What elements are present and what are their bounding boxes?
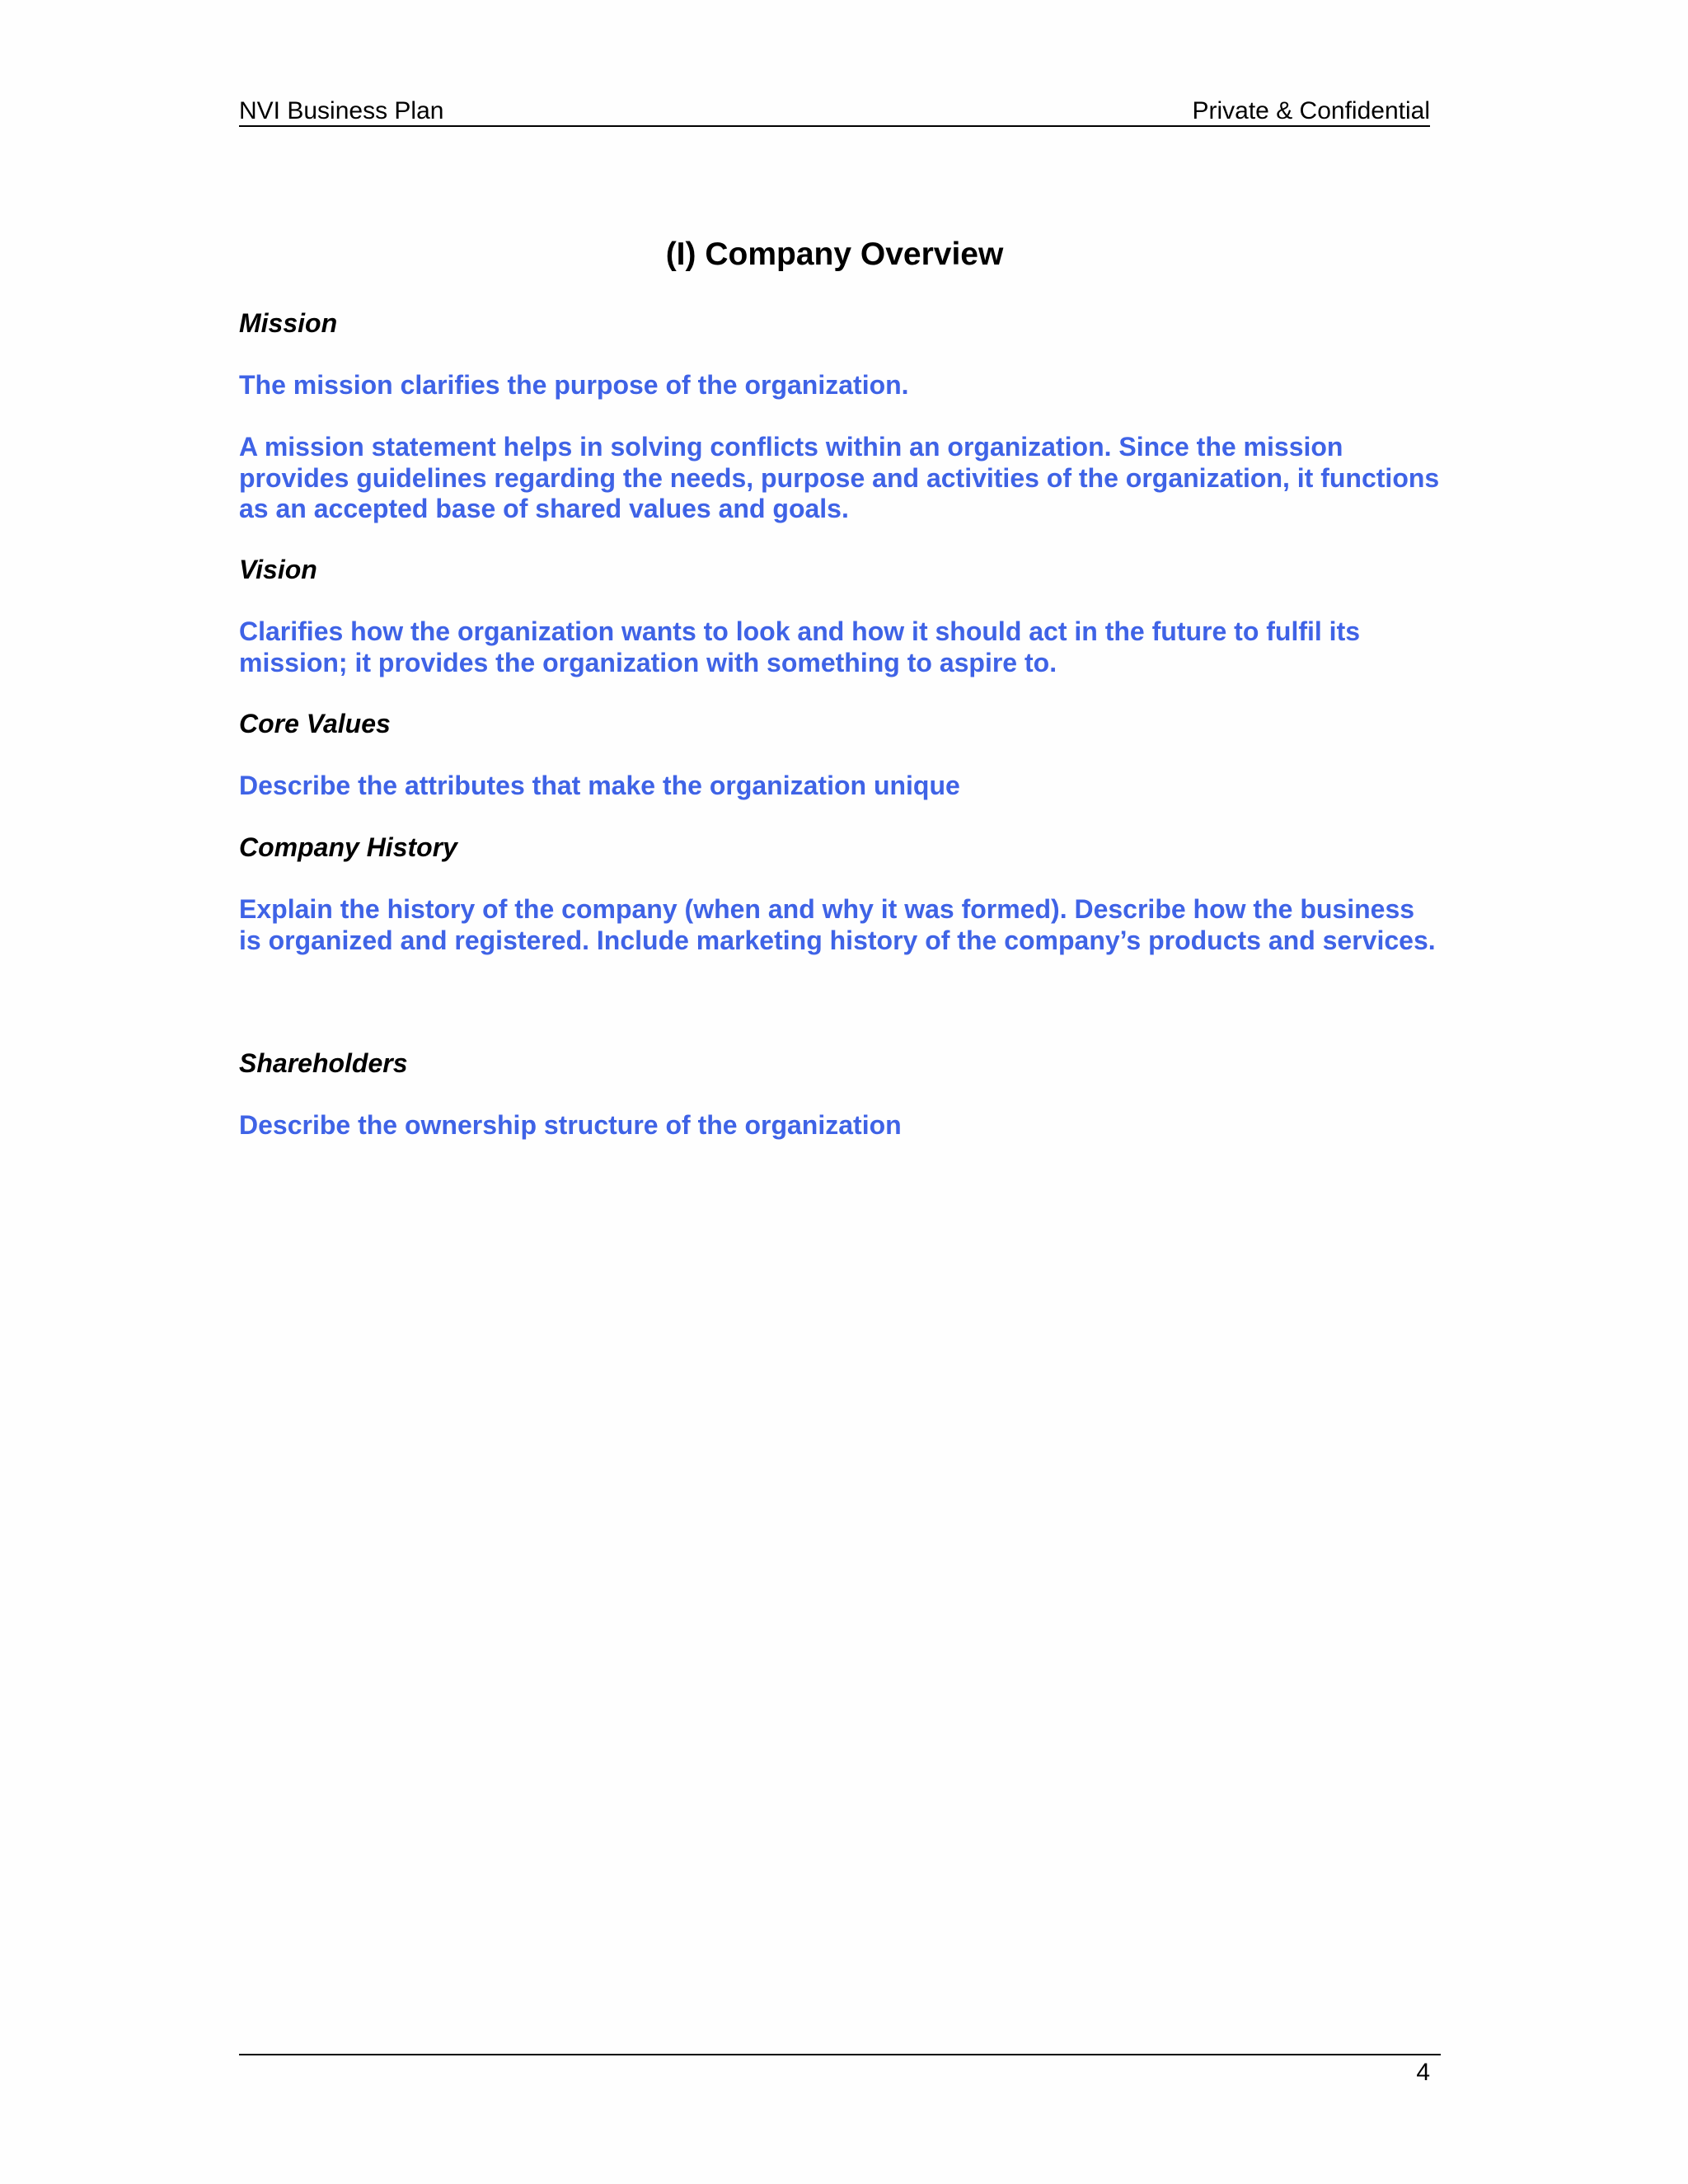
core-values-heading: Core Values [239,709,391,738]
shareholders-heading: Shareholders [239,1048,408,1078]
page-title: (I) Company Overview [665,237,1004,272]
shareholders-paragraph: Describe the ownership structure of the organization [239,1110,902,1140]
mission-heading: Mission [239,308,338,338]
company-history-paragraph: Explain the history of the company (when and why it was formed). Describe how the business is organized and registered. Include marketing history of the company’s products and services. [239,894,1436,955]
mission-paragraph-1: The mission clarifies the purpose of the organization. [239,370,909,400]
page-number: 4 [1416,2059,1430,2086]
vision-heading: Vision [239,555,317,584]
vision-paragraph: Clarifies how the organization wants to look and how it should act in the future to fulfil its mission; it provides the organization with something to aspire to. [239,616,1361,677]
core-values-paragraph: Describe the attributes that make the organization unique [239,771,960,800]
footer-divider [239,2054,1441,2055]
header-right-text: Private & Confidential [1192,97,1430,124]
company-history-heading: Company History [239,832,457,862]
header-left-text: NVI Business Plan [239,97,444,124]
page-header [239,97,1430,127]
mission-paragraph-2: A mission statement helps in solving conflicts within an organization. Since the mission provides guidelines regarding the needs, purpose and activities of the organization, it functions as an accepted base of shared values and goals. [239,432,1440,523]
